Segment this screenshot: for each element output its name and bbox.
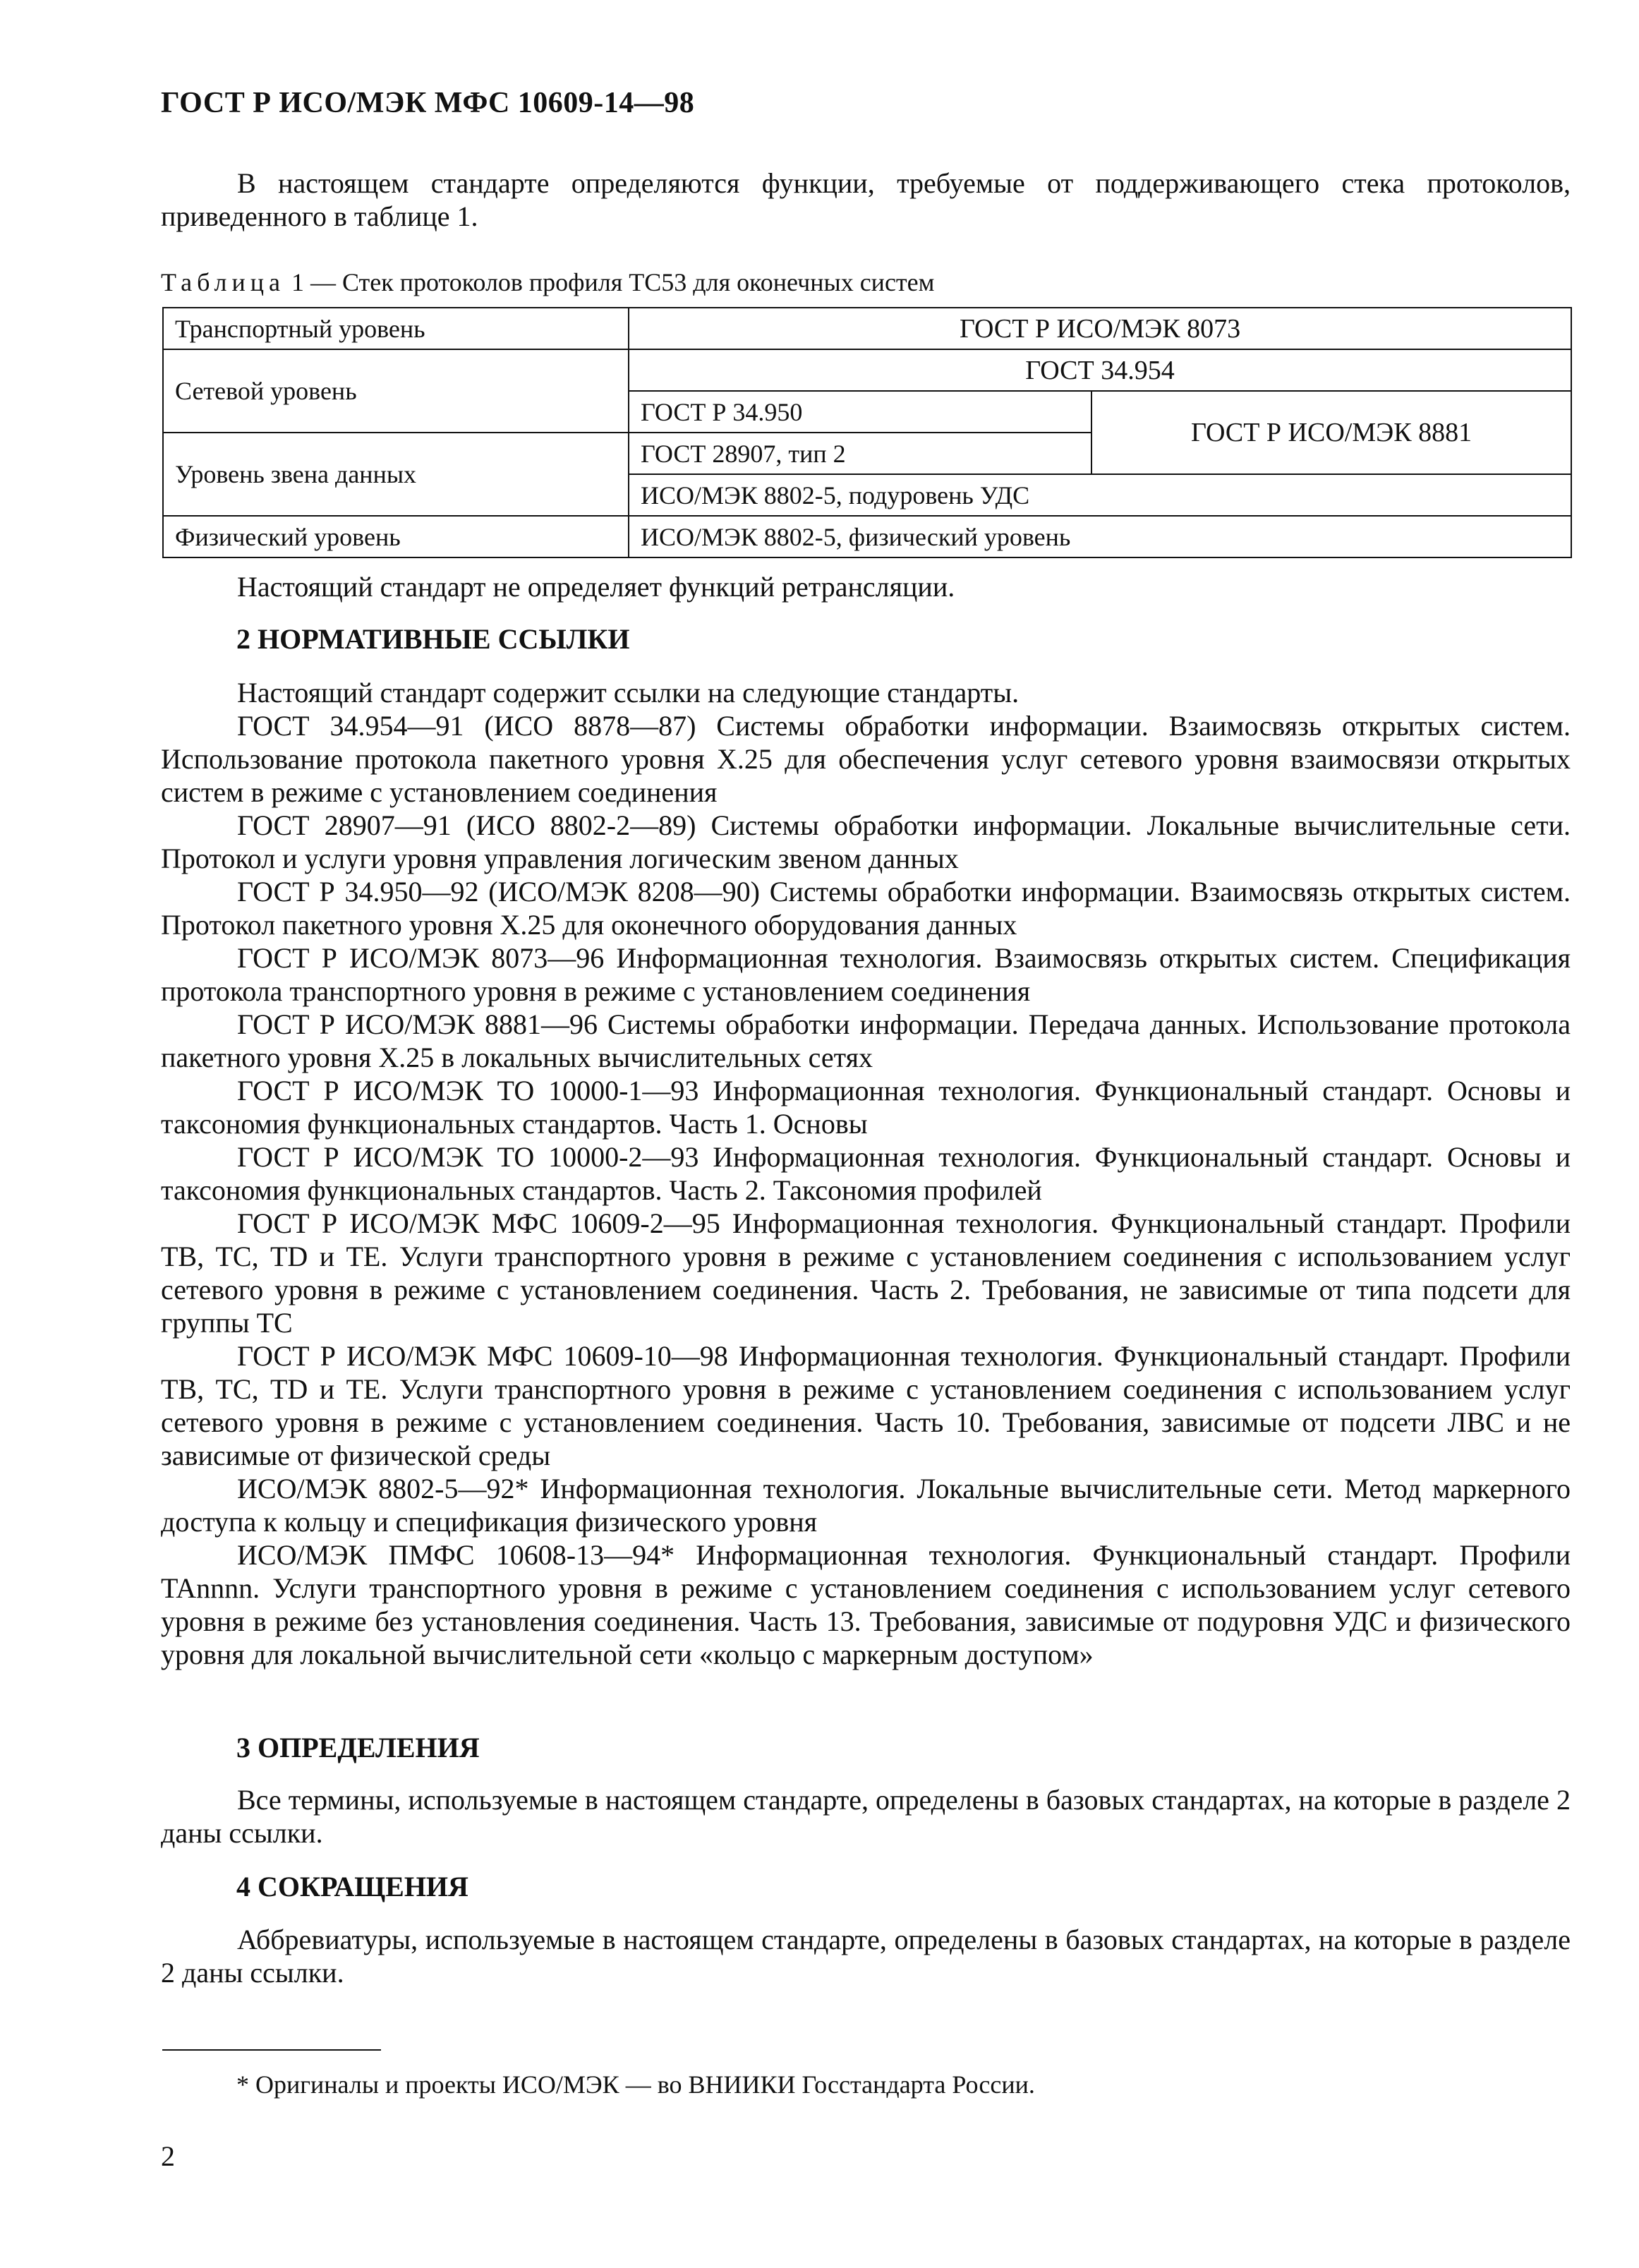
reference-paragraph: Настоящий стандарт содержит ссылки на следующие стандарты. [237, 677, 1020, 708]
section-3-body [161, 1783, 1571, 1850]
table-caption [161, 267, 934, 297]
section-3-text: Все термины, используемые в настоящем стандарте, определены в базовых стандартах, на которые в разделе 2 даны ссылки. [161, 1784, 1571, 1849]
reference-paragraph: ГОСТ Р ИСО/МЭК 8881—96 Системы обработки информации. Передача данных. Использование протокола пакетного уровня Х.25 в локальных вычислительных сетях [161, 1008, 1571, 1073]
reference-paragraph: ГОСТ 28907—91 (ИСО 8802-2—89) Системы обработки информации. Локальные вычислительные сети. Протокол и услуги уровня управления логическим звеном данных [161, 809, 1571, 874]
section-2-body [161, 676, 1571, 1671]
table-cell-network-value: ГОСТ 34.954 [629, 349, 1571, 391]
table-caption-label: Таблица [161, 268, 285, 296]
reference-paragraph: ГОСТ 34.954—91 (ИСО 8878—87) Системы обработки информации. Взаимосвязь открытых систем. Использование протокола пакетного уровня Х.25 для обеспечения услуг сетевого уровня взаимосвязи открытых систем в режиме с установлением соединения [161, 710, 1571, 808]
section-4-body [161, 1923, 1571, 1989]
intro-text: В настоящем стандарте определяются функции, требуемые от поддерживающего стека протоколов, приведенного в таблице 1. [161, 167, 1571, 232]
section-4-heading: 4 СОКРАЩЕНИЯ [236, 1871, 468, 1902]
reference-paragraph: ГОСТ Р ИСО/МЭК МФС 10609-10—98 Информационная технология. Функциональный стандарт. Профили ТВ, ТС, TD и ТЕ. Услуги транспортного уровня в режиме с установлением соединения с использованием услуг сетевого уровня в режиме с установлением соединения. Часть 10. Требования, зависимые от подсети ЛВС и не зависимые от физической среды [161, 1340, 1571, 1471]
reference-paragraph: ИСО/МЭК ПМФС 10608-13—94* Информационная технология. Функциональный стандарт. Профили TAnnnn. Услуги транспортного уровня в режиме с установлением соединения с использованием услуг сетевого уровня в режиме без установления соединения. Часть 13. Требования, зависимые от подуровня УДС и физического уровня для локальной вычислительной сети «кольцо с маркерным доступом» [161, 1539, 1571, 1670]
table-row [163, 308, 1571, 349]
table-cell-network-sub-left: ГОСТ Р 34.950 [629, 391, 1091, 433]
table-cell-datalink-label: Уровень звена данных [163, 433, 629, 516]
table-caption-text: 1 — Стек протоколов профиля ТС53 для оконечных систем [291, 268, 935, 296]
section-3-heading: 3 ОПРЕДЕЛЕНИЯ [236, 1732, 480, 1763]
reference-paragraph: ГОСТ Р 34.950—92 (ИСО/МЭК 8208—90) Системы обработки информации. Взаимосвязь открытых систем. Протокол пакетного уровня Х.25 для оконечного оборудования данных [161, 876, 1571, 941]
footnote-divider [162, 2049, 381, 2051]
section-2-heading: 2 НОРМАТИВНЫЕ ССЫЛКИ [236, 623, 630, 655]
reference-paragraph: ГОСТ Р ИСО/МЭК МФС 10609-2—95 Информационная технология. Функциональный стандарт. Профили ТВ, ТС, TD и ТЕ. Услуги транспортного уровня в режиме с установлением соединения с использованием услуг сетевого уровня в режиме с установлением соединения. Часть 2. Требования, не зависимые от типа подсети для группы ТС [161, 1207, 1571, 1339]
table-cell-network-label: Сетевой уровень [163, 349, 629, 433]
table-cell-transport-value: ГОСТ Р ИСО/МЭК 8073 [629, 308, 1571, 349]
table-cell-physical-value: ИСО/МЭК 8802-5, физический уровень [629, 516, 1571, 557]
after-table-paragraph [161, 570, 1571, 603]
reference-paragraph: ГОСТ Р ИСО/МЭК ТО 10000-1—93 Информационная технология. Функциональный стандарт. Основы и таксономия функциональных стандартов. Часть 1. Основы [161, 1075, 1571, 1140]
intro-paragraph [161, 167, 1571, 233]
protocol-stack-table [162, 307, 1572, 558]
page-number: 2 [161, 2140, 175, 2172]
reference-paragraph: ИСО/МЭК 8802-5—92* Информационная технология. Локальные вычислительные сети. Метод маркерного доступа к кольцу и спецификация физического уровня [161, 1473, 1571, 1538]
document-header: ГОСТ Р ИСО/МЭК МФС 10609-14—98 [161, 87, 695, 119]
after-table-text: Настоящий стандарт не определяет функций ретрансляции. [237, 571, 955, 603]
footnote: * Оригиналы и проекты ИСО/МЭК — во ВНИИКИ Госстандарта России. [236, 2070, 1035, 2099]
table-cell-physical-label: Физический уровень [163, 516, 629, 557]
table-cell-datalink-value-1: ГОСТ 28907, тип 2 [629, 433, 1091, 474]
table-row [163, 349, 1571, 391]
table-cell-datalink-value-2: ИСО/МЭК 8802-5, подуровень УДС [629, 474, 1571, 516]
table-row [163, 516, 1571, 557]
reference-paragraph: ГОСТ Р ИСО/МЭК ТО 10000-2—93 Информационная технология. Функциональный стандарт. Основы и таксономия функциональных стандартов. Часть 2. Таксономия профилей [161, 1141, 1571, 1206]
section-4-text: Аббревиатуры, используемые в настоящем стандарте, определены в базовых стандартах, на которые в разделе 2 даны ссылки. [161, 1924, 1571, 1989]
table-cell-transport-label: Транспортный уровень [163, 308, 629, 349]
reference-paragraph: ГОСТ Р ИСО/МЭК 8073—96 Информационная технология. Взаимосвязь открытых систем. Спецификация протокола транспортного уровня в режиме с установлением соединения [161, 942, 1571, 1007]
table-cell-network-sub-right: ГОСТ Р ИСО/МЭК 8881 [1091, 391, 1571, 474]
